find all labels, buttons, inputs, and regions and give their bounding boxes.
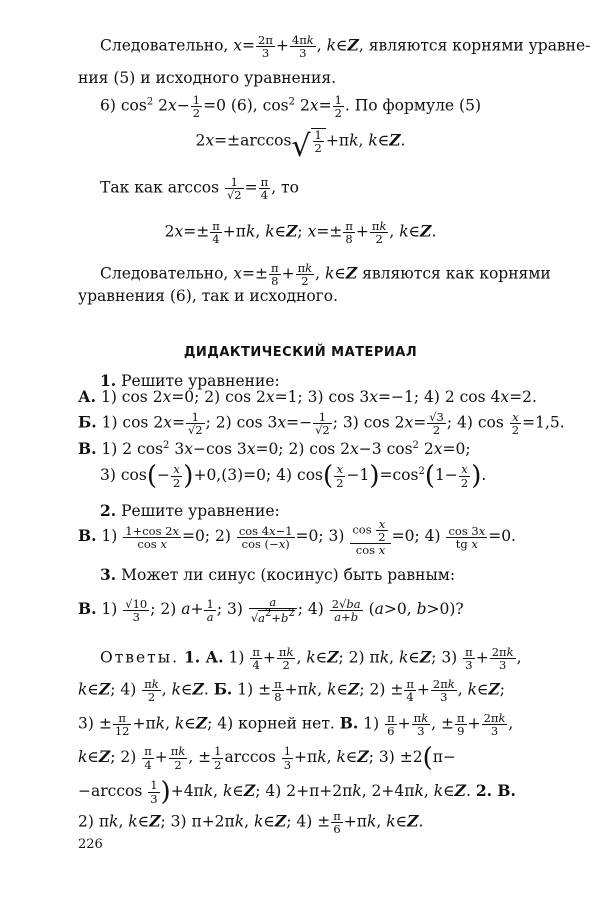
task-2-V: В. 1) $\frac{1+\cos 2x}{\text{cos x}}$ =0; 2) $\frac{\cos 4x-1}{\cos (-x)}$ =0; 3) cos $\frac{x}{2}$ cos x =0; 4) $\frac{\cos 3x}{\text{tg x}}$ =0. [78, 517, 516, 558]
answers-line-4: k∈Z; 2) $\frac{\pi}{4}$ + $\frac{\pi k}{2}$ , ± $\frac{1}{2}$ arccos $\frac{1}{3}$ +πk, k∈Z; 3) ±2(π− [78, 743, 456, 773]
task-1-V-line2: 3) cos(− $\frac{x}{2}$ )+0,(3)=0; 4) cos( $\frac{x}{2}$ $-1)=\cos^2(1-$ $\frac{x}{2}$ ). [100, 461, 487, 491]
task-1-title: 1. Решите уравнение: [100, 371, 280, 390]
answers-line-3: 3) ± $\frac{\pi}{12}$ +πk, k∈Z; 4) корней нет. В. 1) $\frac{\pi}{6}$ + $\frac{\pi k}{3}$ , ± $\frac{\pi}{9}$ + $\frac{2\pi k}{3}$ , [78, 711, 514, 739]
formula-2x-arccos: 2x=±arccos√ $\frac{1}{2}$ +πk, k∈Z. [195, 128, 406, 164]
text-line-2: ния (5) и исходного уравнения. [78, 69, 337, 87]
text-line-conclusion: Следовательно, x=± $\frac{\pi}{8}$ + $\frac{\pi k}{2}$ , k∈Z являются как корнями [100, 261, 551, 289]
text-line-since: Так как arccos $\frac{1}{√2}$ = $\frac{\pi}{4}$ , то [100, 175, 299, 203]
text-line-end: уравнения (6), так и исходного. [78, 287, 339, 305]
task-3-title: 3. Может ли синус (косинус) быть равным: [100, 565, 456, 584]
page-number: 226 [78, 837, 103, 852]
task-2-title: 2. Решите уравнение: [100, 501, 280, 520]
section-heading: ДИДАКТИЧЕСКИЙ МАТЕРИАЛ [183, 345, 418, 360]
task-3-V: В. 1) $\frac{√10}{3}$ ; 2) a+ $\frac{1}{a}$ ; 3) $\frac{a}{√a^2+b^2}$ ; 4) $\frac{2√ba}{a+b}$ (a>0, b>0)? [78, 595, 464, 626]
text-line-1: Следовательно, x= $\frac{2\pi}{3}$ + $\frac{4\pi k}{3}$ , k∈Z, являются корнями уравне- [100, 33, 591, 61]
answers-line-1: Ответы. 1. А. 1) $\frac{\pi}{4}$ + $\frac{\pi k}{2}$ , k∈Z; 2) πk, k∈Z; 3) $\frac{\pi}{3}$ + $\frac{2\pi k}{3}$ , [100, 645, 522, 673]
answers-line-2: k∈Z; 4) $\frac{\pi k}{2}$ , k∈Z. Б. 1) ± $\frac{\pi}{8}$ +πk, k∈Z; 2) ± $\frac{\pi}{4}$ + $\frac{2\pi k}{3}$ , k∈Z; [78, 677, 506, 705]
item-6-line: 6) $\cos^2 2x-$ $\frac{1}{2}$ =0 (6), $\cos^2 2x=$ $\frac{1}{2}$ . По формуле (5) [100, 93, 481, 121]
formula-solutions: 2x=± $\frac{\pi}{4}$ +πk, k∈Z; x=± $\frac{\pi}{8}$ + $\frac{\pi k}{2}$ , k∈Z. [164, 219, 437, 247]
task-1-A: А. 1) cos 2x=0; 2) cos 2x=1; 3) cos 3x=−1; 4) 2 cos 4x=2. [78, 387, 537, 406]
answers-line-6: 2) πk, k∈Z; 3) π+2πk, k∈Z; 4) ± $\frac{\pi}{6}$ +πk, k∈Z. [78, 809, 424, 837]
answers-line-5: −arccos $\frac{1}{3}$ )+4πk, k∈Z; 4) 2+π+2πk, 2+4πk, k∈Z. 2. В. [78, 777, 516, 807]
task-1-V-line1: В. 1) 2 $\cos^2 3x-\cos$ 3x=0; 2) cos 2x−3 $\cos^2 2x=0$; [78, 439, 471, 458]
task-1-B: Б. 1) cos 2x= $\frac{1}{√2}$ ; 2) cos 3x=− $\frac{1}{√2}$ ; 3) cos 2x= $\frac{√3}{2}$ ; 4) cos $\frac{x}{2}$ =1,5. [78, 410, 565, 438]
